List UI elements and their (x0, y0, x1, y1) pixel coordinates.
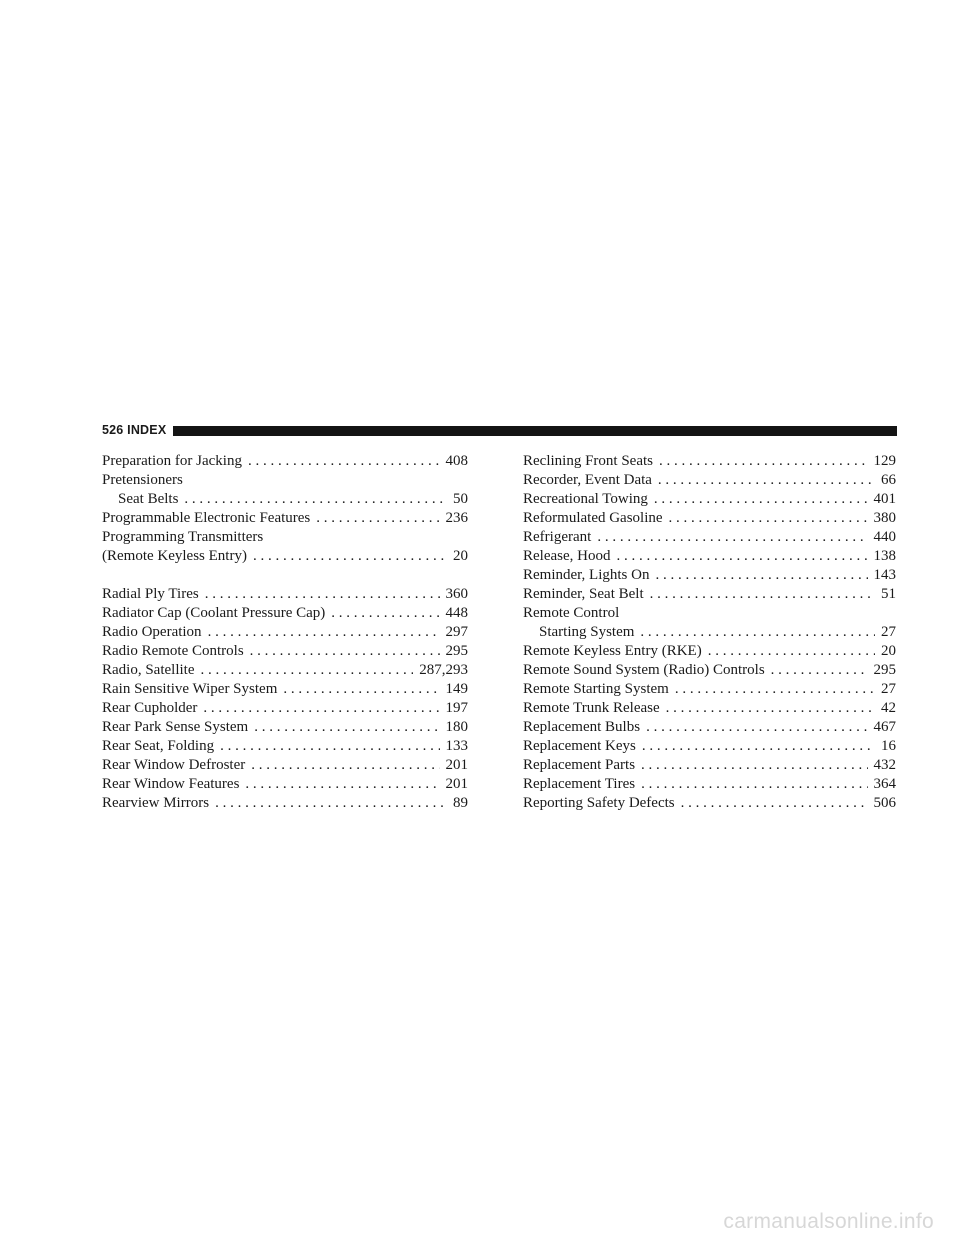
index-entry (102, 509, 468, 528)
entry-label: Reporting Safety Defects (523, 795, 675, 811)
entry-label: Replacement Parts (523, 757, 636, 773)
dot-leader (253, 547, 447, 566)
index-entry (102, 718, 468, 737)
entry-page-number: 42 (881, 700, 896, 716)
entry-page-number: 297 (445, 624, 468, 640)
index-entry (523, 661, 896, 680)
dot-leader (254, 718, 439, 737)
index-entry (102, 699, 468, 718)
entry-label: Starting System (539, 624, 635, 640)
dot-leader (200, 661, 413, 680)
index-entry (523, 528, 896, 547)
entry-page-number: 295 (873, 662, 896, 678)
dot-leader (641, 756, 867, 775)
entry-page-number: 408 (445, 453, 468, 469)
entry-label: Reminder, Lights On (523, 567, 650, 583)
dot-leader (771, 661, 868, 680)
section-title: INDEX (127, 423, 167, 437)
index-entry (102, 756, 468, 775)
index-entry (523, 699, 896, 718)
entry-page-number: 50 (453, 491, 468, 507)
entry-label: Radial Ply Tires (102, 586, 199, 602)
index-heading (102, 471, 468, 490)
dot-leader (659, 452, 868, 471)
entry-label: (Remote Keyless Entry) (102, 548, 247, 564)
entry-page-number: 149 (445, 681, 468, 697)
index-entry (102, 547, 468, 566)
dot-leader (654, 490, 868, 509)
entry-label: Seat Belts (118, 491, 179, 507)
entry-label: Programming Transmitters (102, 529, 264, 545)
index-entry (523, 585, 896, 604)
header-rule (173, 426, 897, 436)
dot-leader (646, 718, 867, 737)
dot-leader (681, 794, 868, 813)
entry-page-number: 236 (445, 510, 468, 526)
dot-leader (650, 585, 875, 604)
entry-label: Rearview Mirrors (102, 795, 210, 811)
dot-leader (675, 680, 875, 699)
dot-leader (642, 737, 875, 756)
dot-leader (220, 737, 439, 756)
watermark: carmanualsonline.info (723, 1210, 934, 1233)
entry-page-number: 197 (445, 700, 468, 716)
dot-leader (184, 490, 447, 509)
entry-page-number: 401 (873, 491, 896, 507)
page-number: 526 (102, 423, 124, 437)
dot-leader (250, 642, 440, 661)
entry-label: Radio Operation (102, 624, 202, 640)
dot-leader (245, 775, 439, 794)
index-entry (102, 585, 468, 604)
entry-page-number: 143 (873, 567, 896, 583)
entry-page-number: 380 (873, 510, 896, 526)
entry-label: Pretensioners (102, 472, 183, 488)
index-entry (523, 623, 896, 642)
entry-page-number: 20 (453, 548, 468, 564)
entry-page-number: 440 (873, 529, 896, 545)
entry-label: Replacement Tires (523, 776, 636, 792)
index-entry (523, 566, 896, 585)
entry-page-number: 201 (445, 776, 468, 792)
entry-page-number: 138 (873, 548, 896, 564)
dot-leader (616, 547, 867, 566)
entry-label: Replacement Bulbs (523, 719, 641, 735)
page-header (102, 418, 897, 442)
dot-leader (251, 756, 439, 775)
entry-label: Remote Sound System (Radio) Controls (523, 662, 765, 678)
index-entry (523, 509, 896, 528)
entry-page-number: 66 (881, 472, 896, 488)
entry-label: Replacement Keys (523, 738, 636, 754)
entry-page-number: 432 (873, 757, 896, 773)
index-heading (102, 528, 468, 547)
index-entry (523, 680, 896, 699)
index-entry (102, 794, 468, 813)
dot-leader (655, 566, 867, 585)
index-entry (523, 794, 896, 813)
index-entry (102, 775, 468, 794)
entry-label: Remote Control (523, 605, 620, 621)
entry-page-number: 20 (881, 643, 896, 659)
entry-page-number: 360 (445, 586, 468, 602)
dot-leader (215, 794, 447, 813)
entry-label: Preparation for Jacking (102, 453, 242, 469)
dot-leader (708, 642, 875, 661)
entry-label: Radio Remote Controls (102, 643, 244, 659)
entry-page-number: 27 (881, 681, 896, 697)
dot-leader (203, 699, 439, 718)
entry-page-number: 51 (881, 586, 896, 602)
entry-label: Rear Cupholder (102, 700, 198, 716)
entry-page-number: 180 (445, 719, 468, 735)
entry-label: Remote Keyless Entry (RKE) (523, 643, 702, 659)
index-entry (523, 547, 896, 566)
entry-label: Remote Starting System (523, 681, 669, 697)
dot-leader (597, 528, 867, 547)
entry-label: Reformulated Gasoline (523, 510, 663, 526)
dot-leader (666, 699, 875, 718)
index-heading (523, 604, 896, 623)
entry-label: Programmable Electronic Features (102, 510, 311, 526)
entry-page-number: 295 (445, 643, 468, 659)
entry-page-number: 16 (881, 738, 896, 754)
entry-page-number: 364 (873, 776, 896, 792)
index-entry (523, 642, 896, 661)
index-column-left (102, 452, 468, 813)
page-number-label (102, 423, 166, 437)
dot-leader (205, 585, 440, 604)
entry-label: Rear Window Defroster (102, 757, 246, 773)
index-entry (102, 737, 468, 756)
entry-label: Recreational Towing (523, 491, 648, 507)
entry-label: Recorder, Event Data (523, 472, 652, 488)
index-entry (523, 471, 896, 490)
dot-leader (283, 680, 439, 699)
entry-label: Rear Seat, Folding (102, 738, 215, 754)
dot-leader (331, 604, 439, 623)
entry-label: Radio, Satellite (102, 662, 195, 678)
entry-page-number: 133 (445, 738, 468, 754)
index-column-right (523, 452, 896, 813)
index-entry (523, 775, 896, 794)
dot-leader (641, 775, 867, 794)
index-entry (102, 604, 468, 623)
index-entry (523, 737, 896, 756)
entry-label: Remote Trunk Release (523, 700, 660, 716)
entry-page-number: 467 (873, 719, 896, 735)
index-entry (102, 661, 468, 680)
entry-page-number: 506 (873, 795, 896, 811)
index-entry (102, 680, 468, 699)
dot-leader (669, 509, 868, 528)
index-entry (102, 490, 468, 509)
dot-leader (658, 471, 875, 490)
entry-spacer (102, 566, 468, 585)
index-entry (102, 623, 468, 642)
entry-page-number: 287,293 (419, 662, 468, 678)
entry-page-number: 201 (445, 757, 468, 773)
dot-leader (248, 452, 440, 471)
entry-label: Reclining Front Seats (523, 453, 653, 469)
dot-leader (640, 623, 875, 642)
index-entry (102, 452, 468, 471)
entry-page-number: 129 (873, 453, 896, 469)
entry-label: Refrigerant (523, 529, 592, 545)
entry-label: Rear Window Features (102, 776, 240, 792)
index-entry (523, 490, 896, 509)
entry-label: Reminder, Seat Belt (523, 586, 644, 602)
index-entry (102, 642, 468, 661)
index-entry (523, 718, 896, 737)
entry-label: Rain Sensitive Wiper System (102, 681, 278, 697)
entry-label: Release, Hood (523, 548, 611, 564)
index-entry (523, 756, 896, 775)
entry-page-number: 27 (881, 624, 896, 640)
dot-leader (316, 509, 439, 528)
entry-label: Rear Park Sense System (102, 719, 249, 735)
entry-page-number: 448 (445, 605, 468, 621)
entry-label: Radiator Cap (Coolant Pressure Cap) (102, 605, 326, 621)
dot-leader (208, 623, 440, 642)
entry-page-number: 89 (453, 795, 468, 811)
index-entry (523, 452, 896, 471)
